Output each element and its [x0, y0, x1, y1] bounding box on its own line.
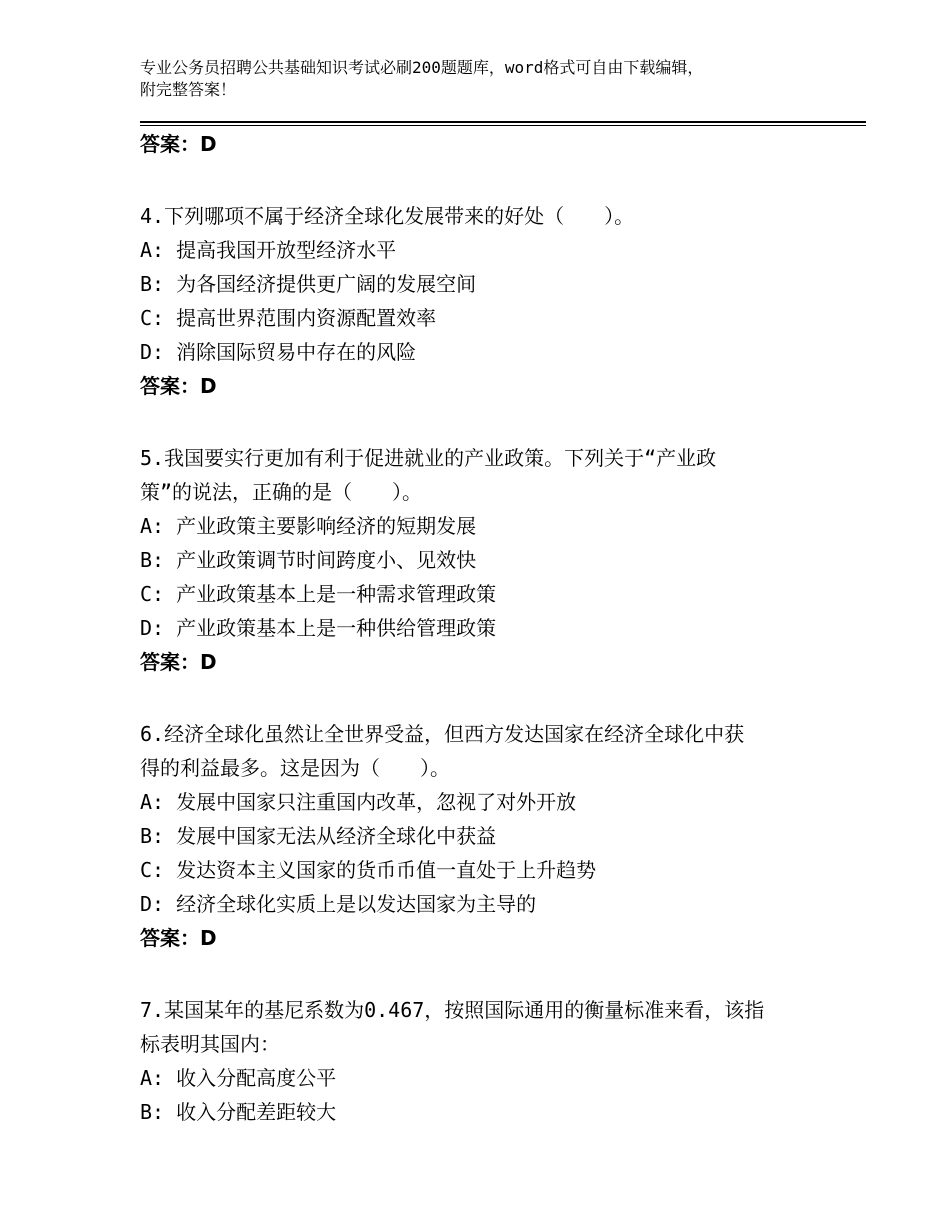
question-7	[140, 993, 840, 1129]
answer-line	[140, 921, 840, 955]
option-text: 经济全球化实质上是以发达国家为主导的	[176, 892, 537, 916]
question-stem	[140, 993, 820, 1061]
answer-label: 答案：	[140, 926, 200, 950]
option-letter: B:	[140, 1100, 165, 1124]
option-letter: D:	[140, 892, 165, 916]
header-rule-thin	[140, 125, 866, 126]
option-text: 收入分配差距较大	[176, 1100, 337, 1124]
option-b	[140, 819, 840, 853]
stem-line: 标表明其国内：	[140, 1032, 280, 1056]
answer-value: D	[200, 650, 217, 674]
option-a	[140, 509, 840, 543]
option-d	[140, 887, 840, 921]
option-a	[140, 785, 840, 819]
stem-line: 5.我国要实行更加有利于促进就业的产业政策。下列关于“产业政	[140, 446, 717, 470]
option-text: 发展中国家只注重国内改革，忽视了对外开放	[176, 790, 577, 814]
answer-label: 答案：	[140, 132, 200, 156]
stem-line: 6.经济全球化虽然让全世界受益，但西方发达国家在经济全球化中获	[140, 722, 745, 746]
option-letter: A:	[140, 1066, 165, 1090]
option-b	[140, 267, 840, 301]
option-text: 产业政策基本上是一种需求管理政策	[176, 582, 497, 606]
question-6	[140, 717, 840, 955]
option-text: 产业政策调节时间跨度小、见效快	[176, 548, 477, 572]
stem-line: 策”的说法，正确的是（ ）。	[140, 480, 423, 504]
option-letter: A:	[140, 790, 165, 814]
option-c	[140, 577, 840, 611]
option-a	[140, 233, 840, 267]
answer-value: D	[200, 374, 217, 398]
answer-value: D	[200, 926, 217, 950]
stem-line: 4.下列哪项不属于经济全球化发展带来的好处（ ）。	[140, 204, 635, 228]
option-text: 提高世界范围内资源配置效率	[176, 306, 437, 330]
question-list	[140, 127, 840, 1129]
question-5	[140, 441, 840, 679]
answer-line	[140, 645, 840, 679]
option-letter: C:	[140, 858, 165, 882]
answer-line	[140, 369, 840, 403]
option-letter: C:	[140, 306, 165, 330]
header-line-1: 专业公务员招聘公共基础知识考试必刷200题题库，word格式可自由下载编辑，	[140, 58, 704, 77]
option-text: 发达资本主义国家的货币币值一直处于上升趋势	[176, 858, 597, 882]
option-b	[140, 1095, 840, 1129]
option-letter: C:	[140, 582, 165, 606]
option-text: 产业政策主要影响经济的短期发展	[176, 514, 477, 538]
stem-line: 7.某国某年的基尼系数为0.467，按照国际通用的衡量标准来看，该指	[140, 998, 765, 1022]
option-d	[140, 611, 840, 645]
page-header	[140, 57, 820, 101]
option-d	[140, 335, 840, 369]
answer-label: 答案：	[140, 374, 200, 398]
option-letter: B:	[140, 272, 165, 296]
option-c	[140, 301, 840, 335]
option-b	[140, 543, 840, 577]
answer-label: 答案：	[140, 650, 200, 674]
option-text: 提高我国开放型经济水平	[176, 238, 397, 262]
question-4	[140, 199, 840, 403]
answer-value: D	[200, 132, 217, 156]
option-letter: D:	[140, 340, 165, 364]
option-letter: A:	[140, 514, 165, 538]
option-c	[140, 853, 840, 887]
option-letter: B:	[140, 548, 165, 572]
question-stem	[140, 717, 820, 785]
header-line-2: 附完整答案！	[140, 80, 237, 99]
stem-line: 得的利益最多。这是因为（ ）。	[140, 756, 450, 780]
answer-line-q3	[140, 127, 840, 161]
option-text: 发展中国家无法从经济全球化中获益	[176, 824, 497, 848]
option-a	[140, 1061, 840, 1095]
option-letter: D:	[140, 616, 165, 640]
header-rule-thick	[140, 121, 866, 123]
option-text: 消除国际贸易中存在的风险	[176, 340, 417, 364]
option-letter: A:	[140, 238, 165, 262]
question-stem	[140, 441, 820, 509]
question-stem	[140, 199, 820, 233]
option-letter: B:	[140, 824, 165, 848]
option-text: 收入分配高度公平	[176, 1066, 337, 1090]
option-text: 为各国经济提供更广阔的发展空间	[176, 272, 477, 296]
option-text: 产业政策基本上是一种供给管理政策	[176, 616, 497, 640]
